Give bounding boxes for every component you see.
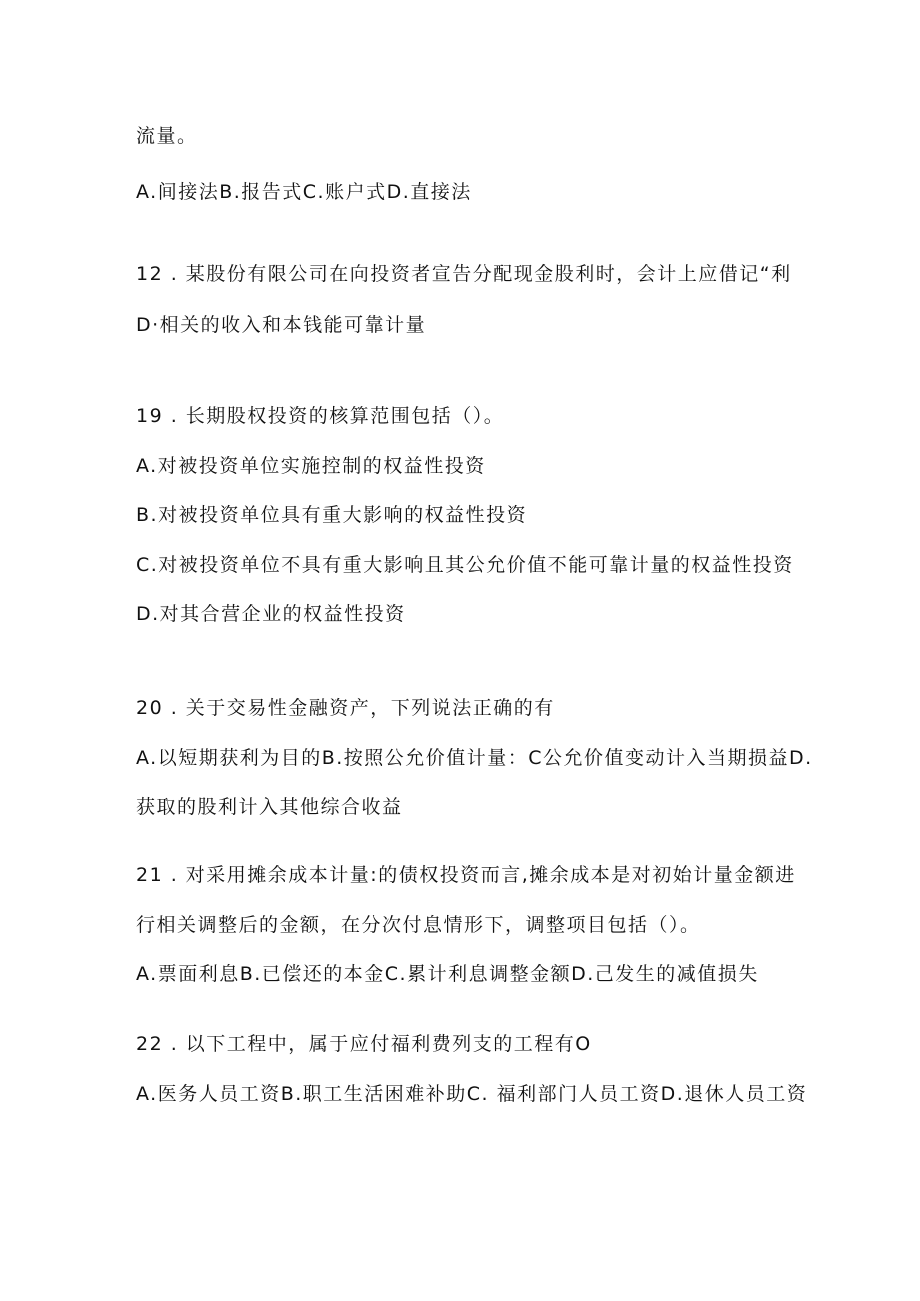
question-21: 21 . 对采用摊余成本计量:的债权投资而言,摊余成本是对初始计量金额进 bbox=[136, 864, 796, 886]
question-19: 19 . 长期股权投资的核算范围包括（）。 bbox=[136, 405, 505, 427]
option-a: A.对被投资单位实施控制的权益性投资 bbox=[136, 455, 486, 477]
question-22: 22 . 以下工程中，属于应付福利费列支的工程有O bbox=[136, 1033, 592, 1055]
question-20: 20 . 关于交易性金融资产，下列说法正确的有 bbox=[136, 697, 555, 719]
question-21-continued: 行相关调整后的金额，在分次付息情形下，调整项目包括（）。 bbox=[136, 914, 701, 936]
options-line: A.医务人员工资B.职工生活困难补助C. 福利部门人员工资D.退休人员工资 bbox=[136, 1083, 808, 1105]
option-c: C.对被投资单位不具有重大影响且其公允价值不能可靠计量的权益性投资 bbox=[136, 554, 794, 576]
options-line: A.以短期获利为目的B.按照公允价值计量：C公允价值变动计入当期损益D. bbox=[136, 747, 813, 769]
question-12: 12 . 某股份有限公司在向投资者宣告分配现金股利时，会计上应借记“利 bbox=[136, 263, 792, 285]
options-line: A.票面利息B.已偿还的本金C.累计利息调整金额D.己发生的减值损失 bbox=[136, 963, 759, 985]
text-line: D·相关的收入和本钱能可靠计量 bbox=[136, 314, 427, 336]
text-line: 流量。 bbox=[136, 125, 198, 147]
options-line: A.间接法B.报告式C.账户式D.直接法 bbox=[136, 181, 472, 203]
option-b: B.对被投资单位具有重大影响的权益性投资 bbox=[136, 504, 528, 526]
option-d: D.对其合营企业的权益性投资 bbox=[136, 603, 406, 625]
options-line-continued: 获取的股利计入其他综合收益 bbox=[136, 796, 403, 818]
